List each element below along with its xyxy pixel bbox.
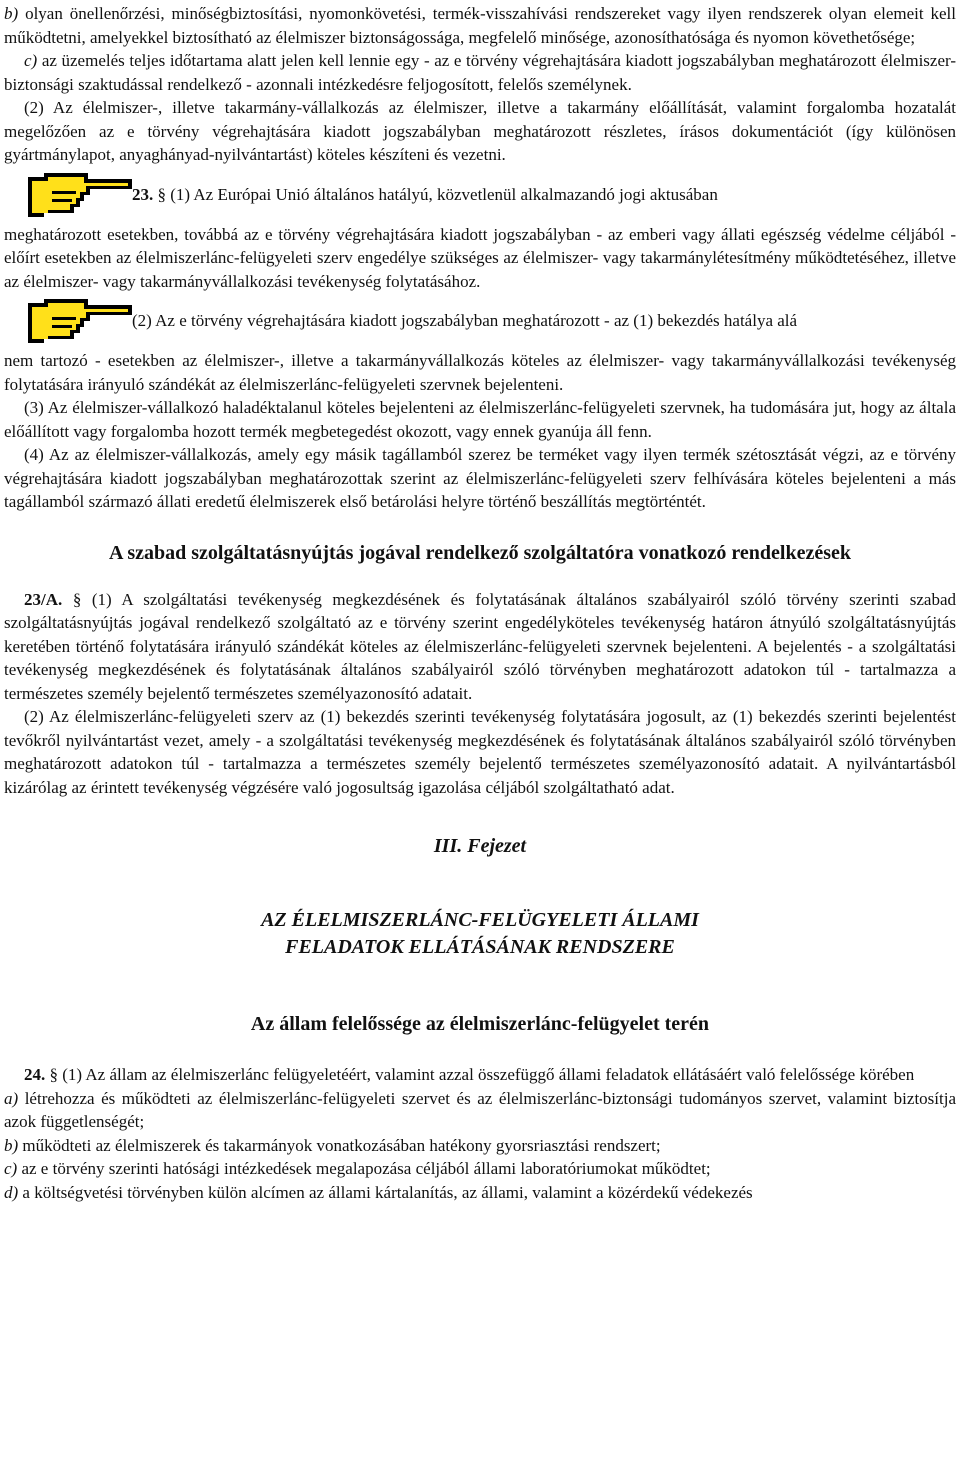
section-23-paragraph-3: (3) Az élelmiszer-vállalkozó haladéktalanul köteles bejelenteni az élelmiszerlánc-felügyeleti szervnek, ha tudomására jut, hogy az általa előállított vagy forgalomba hozott termék megbetegedést okozott, vagy ennek gyanúja áll fenn.: [4, 398, 956, 441]
item-text: létrehozza és működteti az élelmiszerlánc-felügyeleti szervet és az élelmiszerlánc-biztonsági tudományos szervet, valamint biztosítja azok függetlenségét;: [4, 1088, 956, 1131]
section-23-paragraph-1-rest: meghatározott esetekben, továbbá az e törvény végrehajtására kiadott jogszabályban - az emberi vagy állati egészség védelme céljából - előírt esetekben az élelmiszerlánc-felügyeleti szerv engedélye szükséges az élelmiszer- vagy takarmánylétesítmény működtetéséhez, illetve az élelmiszer- vagy takarmányvállalkozási tevékenység folytatásához.: [4, 224, 956, 291]
subheading-state-responsibility: Az állam felelőssége az élelmiszerlánc-felügyelet terén: [250, 1013, 710, 1035]
document-page: [4, 0, 956, 1204]
item-label: c): [24, 51, 38, 70]
chapter-title: AZ ÉLELMISZERLÁNC-FELÜGYELETI ÁLLAMI FELADATOK ELLÁTÁSÁNAK RENDSZERE: [261, 909, 699, 958]
pointing-hand-icon: [24, 169, 136, 221]
section-23a-paragraph-1: [4, 588, 956, 706]
item-label: c): [4, 1159, 18, 1178]
section-24-paragraph-1: [4, 1063, 956, 1087]
item-label: d): [4, 1182, 19, 1202]
list-item-d: [4, 1181, 956, 1205]
section-23a-paragraph-2: (2) Az élelmiszerlánc-felügyeleti szerv az (1) bekezdés szerinti tevékenység folytatására jogosult, az (1) bekezdés szerinti bejelentést tevőkről nyilvántartást vezet, amely - a szolgáltatási tevékenység megkezdésének és folytatásának általános szabályairól szóló törvényben meghatározott adatokon túl - tartalmazza a természetes személy bejelentő természetes személyazonosító adatait. A nyilvántartásból kizárólag az érintett tevékenység végzésére való jogosultság igazolása céljából szolgáltatható adat.: [4, 707, 956, 797]
list-item-b: [4, 2, 956, 49]
section-23-paragraph-2-rest: nem tartozó - esetekben az élelmiszer-, illetve a takarmányvállalkozás köteles az élelmiszer- vagy takarmányvállalkozási tevékenység folytatására irányuló szándékát az élelmiszerlánc-felügyeleti szervnek bejelenteni.: [4, 351, 956, 394]
section-23-paragraph-1-first: [4, 167, 956, 223]
section-text: § (1) Az állam az élelmiszerlánc felügyeletéért, valamint azzal összefüggő állami feladatok ellátásáért való felelőssége körében: [49, 1065, 915, 1084]
section-text: § (1) Az Európai Unió általános hatályú, közvetlenül alkalmazandó jogi aktusában: [157, 184, 718, 204]
list-item-b: [4, 1134, 956, 1158]
section-number: 24.: [24, 1065, 46, 1084]
section-23-paragraph-4: (4) Az az élelmiszer-vállalkozás, amely egy másik tagállamból szerez be terméket vagy ilyen termék szétosztását végzi, az e törvény végrehajtására kiadott jogszabályban meghatározottak szerint az élelmiszerlánc-felügyeleti szerv felhívására köteles bejelenteni a más tagállamból származó állati eredetű élelmiszerek első betárolási helyre történő beszállítás megtörténtét.: [4, 445, 956, 511]
item-text: olyan önellenőrzési, minőségbiztosítási, nyomonkövetési, termék-visszahívási rendszereket vagy ilyen rendszerek olyan elemeit kell működtetni, amelyekkel biztosítható az élelmiszer biztonságossága, megfelelő minősége, azonosíthatósága és nyomon követhetősége;: [4, 4, 956, 47]
item-label: a): [4, 1088, 19, 1108]
section-number: 23/A.: [24, 589, 63, 609]
section-23-paragraph-2-first: (2) Az e törvény végrehajtására kiadott jogszabályban meghatározott - az (1) bekezdés hatálya alá: [132, 311, 798, 330]
item-text: a költségvetési törvényben külön alcímen az állami kártalanítás, az állami, valamint a közérdekű védekezés: [18, 1182, 753, 1202]
item-label: b): [4, 4, 19, 23]
pointing-hand-icon: [24, 295, 136, 347]
item-text: működteti az élelmiszerek és takarmányok vonatkozásában hatékony gyorsriasztási rendszert;: [18, 1135, 661, 1155]
item-text: az üzemelés teljes időtartama alatt jelen kell lennie egy - az e törvény végrehajtására kiadott jogszabályban meghatározott élelmiszer-biztonsági szaktudással rendelkező - azonnali intézkedésre feljogosított, felelős személynek.: [4, 51, 956, 94]
section-23-second-line: [4, 293, 956, 349]
subheading-free-service: A szabad szolgáltatásnyújtás jogával rendelkező szolgáltatóra vonatkozó rendelkezések: [108, 541, 851, 564]
list-item-c: [4, 49, 956, 96]
item-label: b): [4, 1135, 19, 1155]
item-text: az e törvény szerinti hatósági intézkedések megalapozása céljából állami laboratóriumokat működtet;: [17, 1159, 711, 1178]
section-text: § (1) A szolgáltatási tevékenység megkezdésének és folytatásának általános szabályairól szóló törvény szerinti szabad szolgáltatásnyújtás jogával rendelkező szolgáltató az e törvény szerint engedélyköteles tevékenység határon átnyúló szolgáltatásnyújtás keretében történő folytatására irányuló szándékát köteles az élelmiszerlánc-felügyeleti szervnek bejelenteni. A bejelentés - a szolgáltatási tevékenység megkezdésének és folytatásának általános szabályairól szóló törvényben meghatározott adatokon túl - tartalmazza a természetes személy bejelentő természetes személyazonosító adatait.: [4, 589, 957, 703]
list-item-c: [4, 1157, 956, 1181]
chapter-number: III. Fejezet: [433, 835, 527, 857]
paragraph-22-2: (2) Az élelmiszer-, illetve takarmány-vállalkozás az élelmiszer, illetve a takarmány előállítását, valamint forgalomba hozatalát megelőzően az e törvény végrehajtására kiadott jogszabályban meghatározott részletes, írásos dokumentációt (így különösen gyártmánylapot, anyaghányad-nyilvántartást) köteles készíteni és vezetni.: [4, 98, 956, 164]
section-number: 23.: [132, 184, 154, 204]
section-23-first-line: [4, 167, 956, 223]
list-item-a: [4, 1087, 956, 1134]
